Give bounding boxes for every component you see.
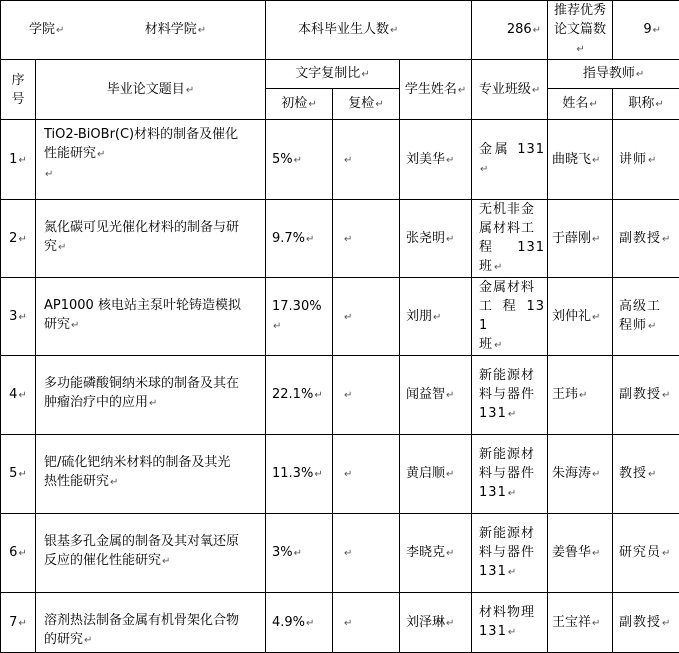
advisor-name-cell xyxy=(548,120,613,200)
thesis-title-cell xyxy=(36,120,266,200)
first-check-value: 9.7% xyxy=(272,231,305,246)
student-header: 学生姓名 xyxy=(405,82,457,97)
class-header: 专业班级 xyxy=(479,82,531,97)
para-mark: ↵ xyxy=(648,469,657,480)
thesis-title-line2: 究 xyxy=(44,239,57,254)
index-cell xyxy=(1,278,36,356)
advisor-name-cell xyxy=(548,200,613,278)
recheck-header: 复检 xyxy=(348,96,374,111)
para-mark: ↵ xyxy=(18,390,26,401)
advisor-title-cell xyxy=(613,514,679,593)
para-mark: ↵ xyxy=(648,321,657,332)
para-mark: ↵ xyxy=(533,25,541,36)
advisor-title-cell xyxy=(613,356,679,435)
similarity-header-cell xyxy=(266,60,400,89)
first-check-cell xyxy=(266,356,333,435)
class-line: 金属材料 xyxy=(479,280,535,295)
para-mark: ↵ xyxy=(446,155,454,166)
index-cell xyxy=(1,514,36,593)
thesis-title-line2: 的研究 xyxy=(44,632,83,647)
index-header-line1: 序 xyxy=(3,71,33,90)
class-line: 程 131 班 xyxy=(479,240,545,274)
thesis-title-cell xyxy=(36,435,266,514)
para-mark: ↵ xyxy=(344,234,352,245)
para-mark: ↵ xyxy=(636,69,644,80)
index-cell xyxy=(1,435,36,514)
advisor-title-header: 职称 xyxy=(628,96,654,111)
grad-count-value-cell xyxy=(472,1,548,60)
para-mark: ↵ xyxy=(458,85,466,96)
first-check-header: 初检 xyxy=(281,96,307,111)
student-cell xyxy=(400,120,472,200)
student-cell xyxy=(400,278,472,356)
para-mark: ↵ xyxy=(344,155,352,166)
para-mark: ↵ xyxy=(56,25,64,36)
student-name: 刘泽琳 xyxy=(406,615,445,630)
row-index: 2 xyxy=(9,231,17,246)
first-check-value: 3% xyxy=(272,545,293,560)
thesis-title-line2: 研究 xyxy=(44,317,70,332)
para-mark: ↵ xyxy=(433,312,441,323)
student-name: 李晓克 xyxy=(406,545,445,560)
first-check-value: 11.3% xyxy=(272,466,313,481)
advisor-name: 王玮 xyxy=(552,387,578,402)
thesis-title-line1: AP1000 核电站主泵叶轮铸造模拟 xyxy=(44,298,241,313)
para-mark: ↵ xyxy=(18,469,26,480)
para-mark: ↵ xyxy=(446,618,454,629)
first-check-value: 17.30% xyxy=(272,299,322,314)
college-label: 学院 xyxy=(29,22,55,37)
advisor-header-cell xyxy=(548,60,679,89)
advisor-header: 指导教师 xyxy=(583,66,635,81)
advisor-title: 教授 xyxy=(619,466,647,481)
thesis-title-cell xyxy=(36,200,266,278)
thesis-title-line2: 反应的催化性能研究 xyxy=(44,553,161,568)
advisor-title: 副教授 xyxy=(619,615,661,630)
class-cell xyxy=(472,514,548,593)
row-index: 5 xyxy=(9,466,17,481)
advisor-title-line2: 程师 xyxy=(619,318,647,333)
recheck-cell xyxy=(333,278,400,356)
first-check-value: 22.1% xyxy=(272,387,313,402)
para-mark: ↵ xyxy=(308,99,316,110)
para-mark: ↵ xyxy=(662,548,671,559)
para-mark: ↵ xyxy=(592,618,600,629)
recheck-cell xyxy=(333,593,400,653)
class-line: 料与器件 xyxy=(479,387,535,402)
thesis-title-cell xyxy=(36,356,266,435)
recommend-label-cell xyxy=(548,1,613,60)
para-mark: ↵ xyxy=(579,390,587,401)
para-mark: ↵ xyxy=(592,469,600,480)
para-mark: ↵ xyxy=(508,488,517,499)
advisor-name-cell xyxy=(548,356,613,435)
para-mark: ↵ xyxy=(653,25,661,36)
table-row xyxy=(1,200,679,278)
para-mark: ↵ xyxy=(344,469,352,480)
para-mark: ↵ xyxy=(446,469,454,480)
thesis-title-cell xyxy=(36,514,266,593)
advisor-name-cell xyxy=(548,514,613,593)
first-check-cell xyxy=(266,514,333,593)
para-mark: ↵ xyxy=(592,234,600,245)
para-mark: ↵ xyxy=(655,99,663,110)
recheck-cell xyxy=(333,514,400,593)
table-row xyxy=(1,435,679,514)
recommend-label-line1: 推荐优秀 xyxy=(550,1,610,20)
para-mark: ↵ xyxy=(662,390,671,401)
first-check-header-cell xyxy=(266,89,333,120)
student-name: 闻益智 xyxy=(406,387,445,402)
para-mark: ↵ xyxy=(294,155,302,166)
recheck-cell xyxy=(333,120,400,200)
advisor-name-header: 姓名 xyxy=(562,96,588,111)
table-row xyxy=(1,514,679,593)
para-mark: ↵ xyxy=(18,155,26,166)
recommend-value-cell xyxy=(613,1,679,60)
para-mark: ↵ xyxy=(84,635,92,646)
advisor-title: 讲师 xyxy=(619,152,647,167)
advisor-name: 姜鲁华 xyxy=(552,545,591,560)
class-line: 班 xyxy=(479,337,493,352)
thesis-title-line1: 多功能磷酸铜纳米球的制备及其在 xyxy=(44,376,239,391)
advisor-title-cell xyxy=(613,435,679,514)
advisor-name-cell xyxy=(548,278,613,356)
para-mark: ↵ xyxy=(446,548,454,559)
para-mark: ↵ xyxy=(198,25,206,36)
first-check-cell xyxy=(266,120,333,200)
para-mark: ↵ xyxy=(494,340,503,351)
row-index: 7 xyxy=(9,615,17,630)
recommend-label-line2: 论文篇数 xyxy=(554,22,606,37)
advisor-title-cell xyxy=(613,593,679,653)
para-mark: ↵ xyxy=(18,618,26,629)
para-mark: ↵ xyxy=(344,548,352,559)
para-mark: ↵ xyxy=(314,469,322,480)
recheck-cell xyxy=(333,435,400,514)
column-header-row-1 xyxy=(1,60,679,89)
advisor-title: 研究员 xyxy=(619,545,661,560)
thesis-title-line1: 氮化碳可见光催化材料的制备与研 xyxy=(44,220,239,235)
para-mark: ↵ xyxy=(314,390,322,401)
para-mark: ↵ xyxy=(149,398,157,409)
thesis-title-line1: 溶剂热法制备金属有机骨架化合物 xyxy=(44,613,239,628)
title-header: 毕业论文题目 xyxy=(107,82,185,97)
index-header-line2: 号 xyxy=(3,90,33,109)
para-mark: ↵ xyxy=(18,548,26,559)
student-header-cell xyxy=(400,60,472,120)
para-mark: ↵ xyxy=(18,312,26,323)
para-mark: ↵ xyxy=(306,618,314,629)
thesis-title-line1: TiO2-BiOBr(C)材料的制备及催化 xyxy=(44,127,238,142)
advisor-title-cell xyxy=(613,278,679,356)
class-cell xyxy=(472,120,548,200)
class-cell xyxy=(472,593,548,653)
grad-count-value: 286 xyxy=(507,22,532,37)
advisor-name-cell xyxy=(548,593,613,653)
class-line: 新能源材 xyxy=(479,368,535,383)
similarity-header: 文字复制比 xyxy=(295,66,360,81)
college-value: 材料学院 xyxy=(145,22,197,37)
class-line: 材料物理 xyxy=(479,605,535,620)
para-mark: ↵ xyxy=(589,99,597,110)
first-check-cell xyxy=(266,593,333,653)
para-mark: ↵ xyxy=(294,548,302,559)
class-header-cell xyxy=(472,60,548,120)
class-line: 131 xyxy=(479,624,507,639)
first-check-cell xyxy=(266,200,333,278)
para-mark: ↵ xyxy=(662,618,671,629)
advisor-name: 王宝祥 xyxy=(552,615,591,630)
row-index: 3 xyxy=(9,309,17,324)
class-line: 新能源材 xyxy=(479,447,535,462)
first-check-cell xyxy=(266,278,333,356)
table-row xyxy=(1,593,679,653)
thesis-title-cell xyxy=(36,278,266,356)
first-check-cell xyxy=(266,435,333,514)
index-cell xyxy=(1,593,36,653)
first-check-value: 4.9% xyxy=(272,615,305,630)
student-name: 张尧明 xyxy=(406,231,445,246)
advisor-title-line1: 高级工 xyxy=(619,299,661,314)
advisor-name: 朱海涛 xyxy=(552,466,591,481)
student-cell xyxy=(400,200,472,278)
para-mark: ↵ xyxy=(45,169,53,180)
advisor-name: 于薛刚 xyxy=(552,231,591,246)
para-mark: ↵ xyxy=(18,234,26,245)
row-index: 6 xyxy=(9,545,17,560)
title-header-cell xyxy=(36,60,266,120)
first-check-value: 5% xyxy=(272,152,293,167)
advisor-name: 刘仲礼 xyxy=(552,309,591,324)
advisor-title: 副教授 xyxy=(619,387,661,402)
para-mark: ↵ xyxy=(110,477,118,488)
student-name: 黄启顺 xyxy=(406,466,445,481)
para-mark: ↵ xyxy=(508,409,517,420)
para-mark: ↵ xyxy=(162,556,170,567)
advisor-name-cell xyxy=(548,435,613,514)
para-mark: ↵ xyxy=(446,390,454,401)
thesis-title-line2: 肿瘤治疗中的应用 xyxy=(44,395,148,410)
para-mark: ↵ xyxy=(494,262,503,273)
class-line: 料与器件 xyxy=(479,466,535,481)
header-info-row xyxy=(1,1,679,60)
student-cell xyxy=(400,356,472,435)
index-cell xyxy=(1,120,36,200)
thesis-title-line2: 热性能研究 xyxy=(44,474,109,489)
thesis-title-line1: 钯/硫化钯纳米材料的制备及其光 xyxy=(44,455,230,470)
para-mark: ↵ xyxy=(71,320,79,331)
advisor-title-cell xyxy=(613,200,679,278)
recommend-value: 9 xyxy=(643,22,651,37)
para-mark: ↵ xyxy=(97,149,105,160)
row-index: 1 xyxy=(9,152,17,167)
para-mark: ↵ xyxy=(662,234,671,245)
para-mark: ↵ xyxy=(648,155,657,166)
thesis-title-cell xyxy=(36,593,266,653)
college-cell xyxy=(1,1,266,60)
para-mark: ↵ xyxy=(592,312,600,323)
student-cell xyxy=(400,593,472,653)
row-index: 4 xyxy=(9,387,17,402)
table-row xyxy=(1,278,679,356)
advisor-title-header-cell xyxy=(613,89,679,120)
para-mark: ↵ xyxy=(592,548,600,559)
para-mark: ↵ xyxy=(480,164,489,175)
class-cell xyxy=(472,200,548,278)
para-mark: ↵ xyxy=(361,69,369,80)
class-cell xyxy=(472,278,548,356)
class-line: 无机非金 xyxy=(479,202,535,217)
para-mark: ↵ xyxy=(344,390,352,401)
advisor-name-header-cell xyxy=(548,89,613,120)
recheck-header-cell xyxy=(333,89,400,120)
class-line: 131 xyxy=(479,485,507,500)
class-cell xyxy=(472,356,548,435)
class-line: 131 xyxy=(479,406,507,421)
advisor-title-cell xyxy=(613,120,679,200)
para-mark: ↵ xyxy=(592,155,600,166)
student-cell xyxy=(400,514,472,593)
para-mark: ↵ xyxy=(576,44,584,55)
class-line: 属材料工 xyxy=(479,221,535,236)
para-mark: ↵ xyxy=(186,85,194,96)
class-line: 料与器件 xyxy=(479,545,535,560)
grad-count-label-cell xyxy=(266,1,472,60)
para-mark: ↵ xyxy=(344,618,352,629)
advisor-name: 曲晓飞 xyxy=(552,152,591,167)
student-name: 刘美华 xyxy=(406,152,445,167)
para-mark: ↵ xyxy=(446,234,454,245)
para-mark: ↵ xyxy=(375,99,383,110)
recheck-cell xyxy=(333,356,400,435)
thesis-title-line2: 性能研究 xyxy=(44,146,96,161)
para-mark: ↵ xyxy=(273,321,281,332)
class-cell xyxy=(472,435,548,514)
index-header-cell xyxy=(1,60,36,120)
para-mark: ↵ xyxy=(532,85,540,96)
table-row xyxy=(1,356,679,435)
student-cell xyxy=(400,435,472,514)
advisor-title: 副教授 xyxy=(619,231,661,246)
grad-count-label: 本科毕业生人数 xyxy=(298,22,389,37)
thesis-title-line1: 银基多孔金属的制备及其对氧还原 xyxy=(44,534,239,549)
index-cell xyxy=(1,200,36,278)
class-line: 新能源材 xyxy=(479,526,535,541)
para-mark: ↵ xyxy=(508,567,517,578)
class-line: 金属 131 xyxy=(479,142,545,157)
para-mark: ↵ xyxy=(390,25,398,36)
class-line: 工 程 131 xyxy=(479,299,545,333)
recheck-cell xyxy=(333,200,400,278)
para-mark: ↵ xyxy=(344,312,352,323)
class-line: 131 xyxy=(479,564,507,579)
para-mark: ↵ xyxy=(58,242,66,253)
table-row xyxy=(1,120,679,200)
para-mark: ↵ xyxy=(508,627,517,638)
index-cell xyxy=(1,356,36,435)
student-name: 刘朋 xyxy=(406,309,432,324)
para-mark: ↵ xyxy=(306,234,314,245)
